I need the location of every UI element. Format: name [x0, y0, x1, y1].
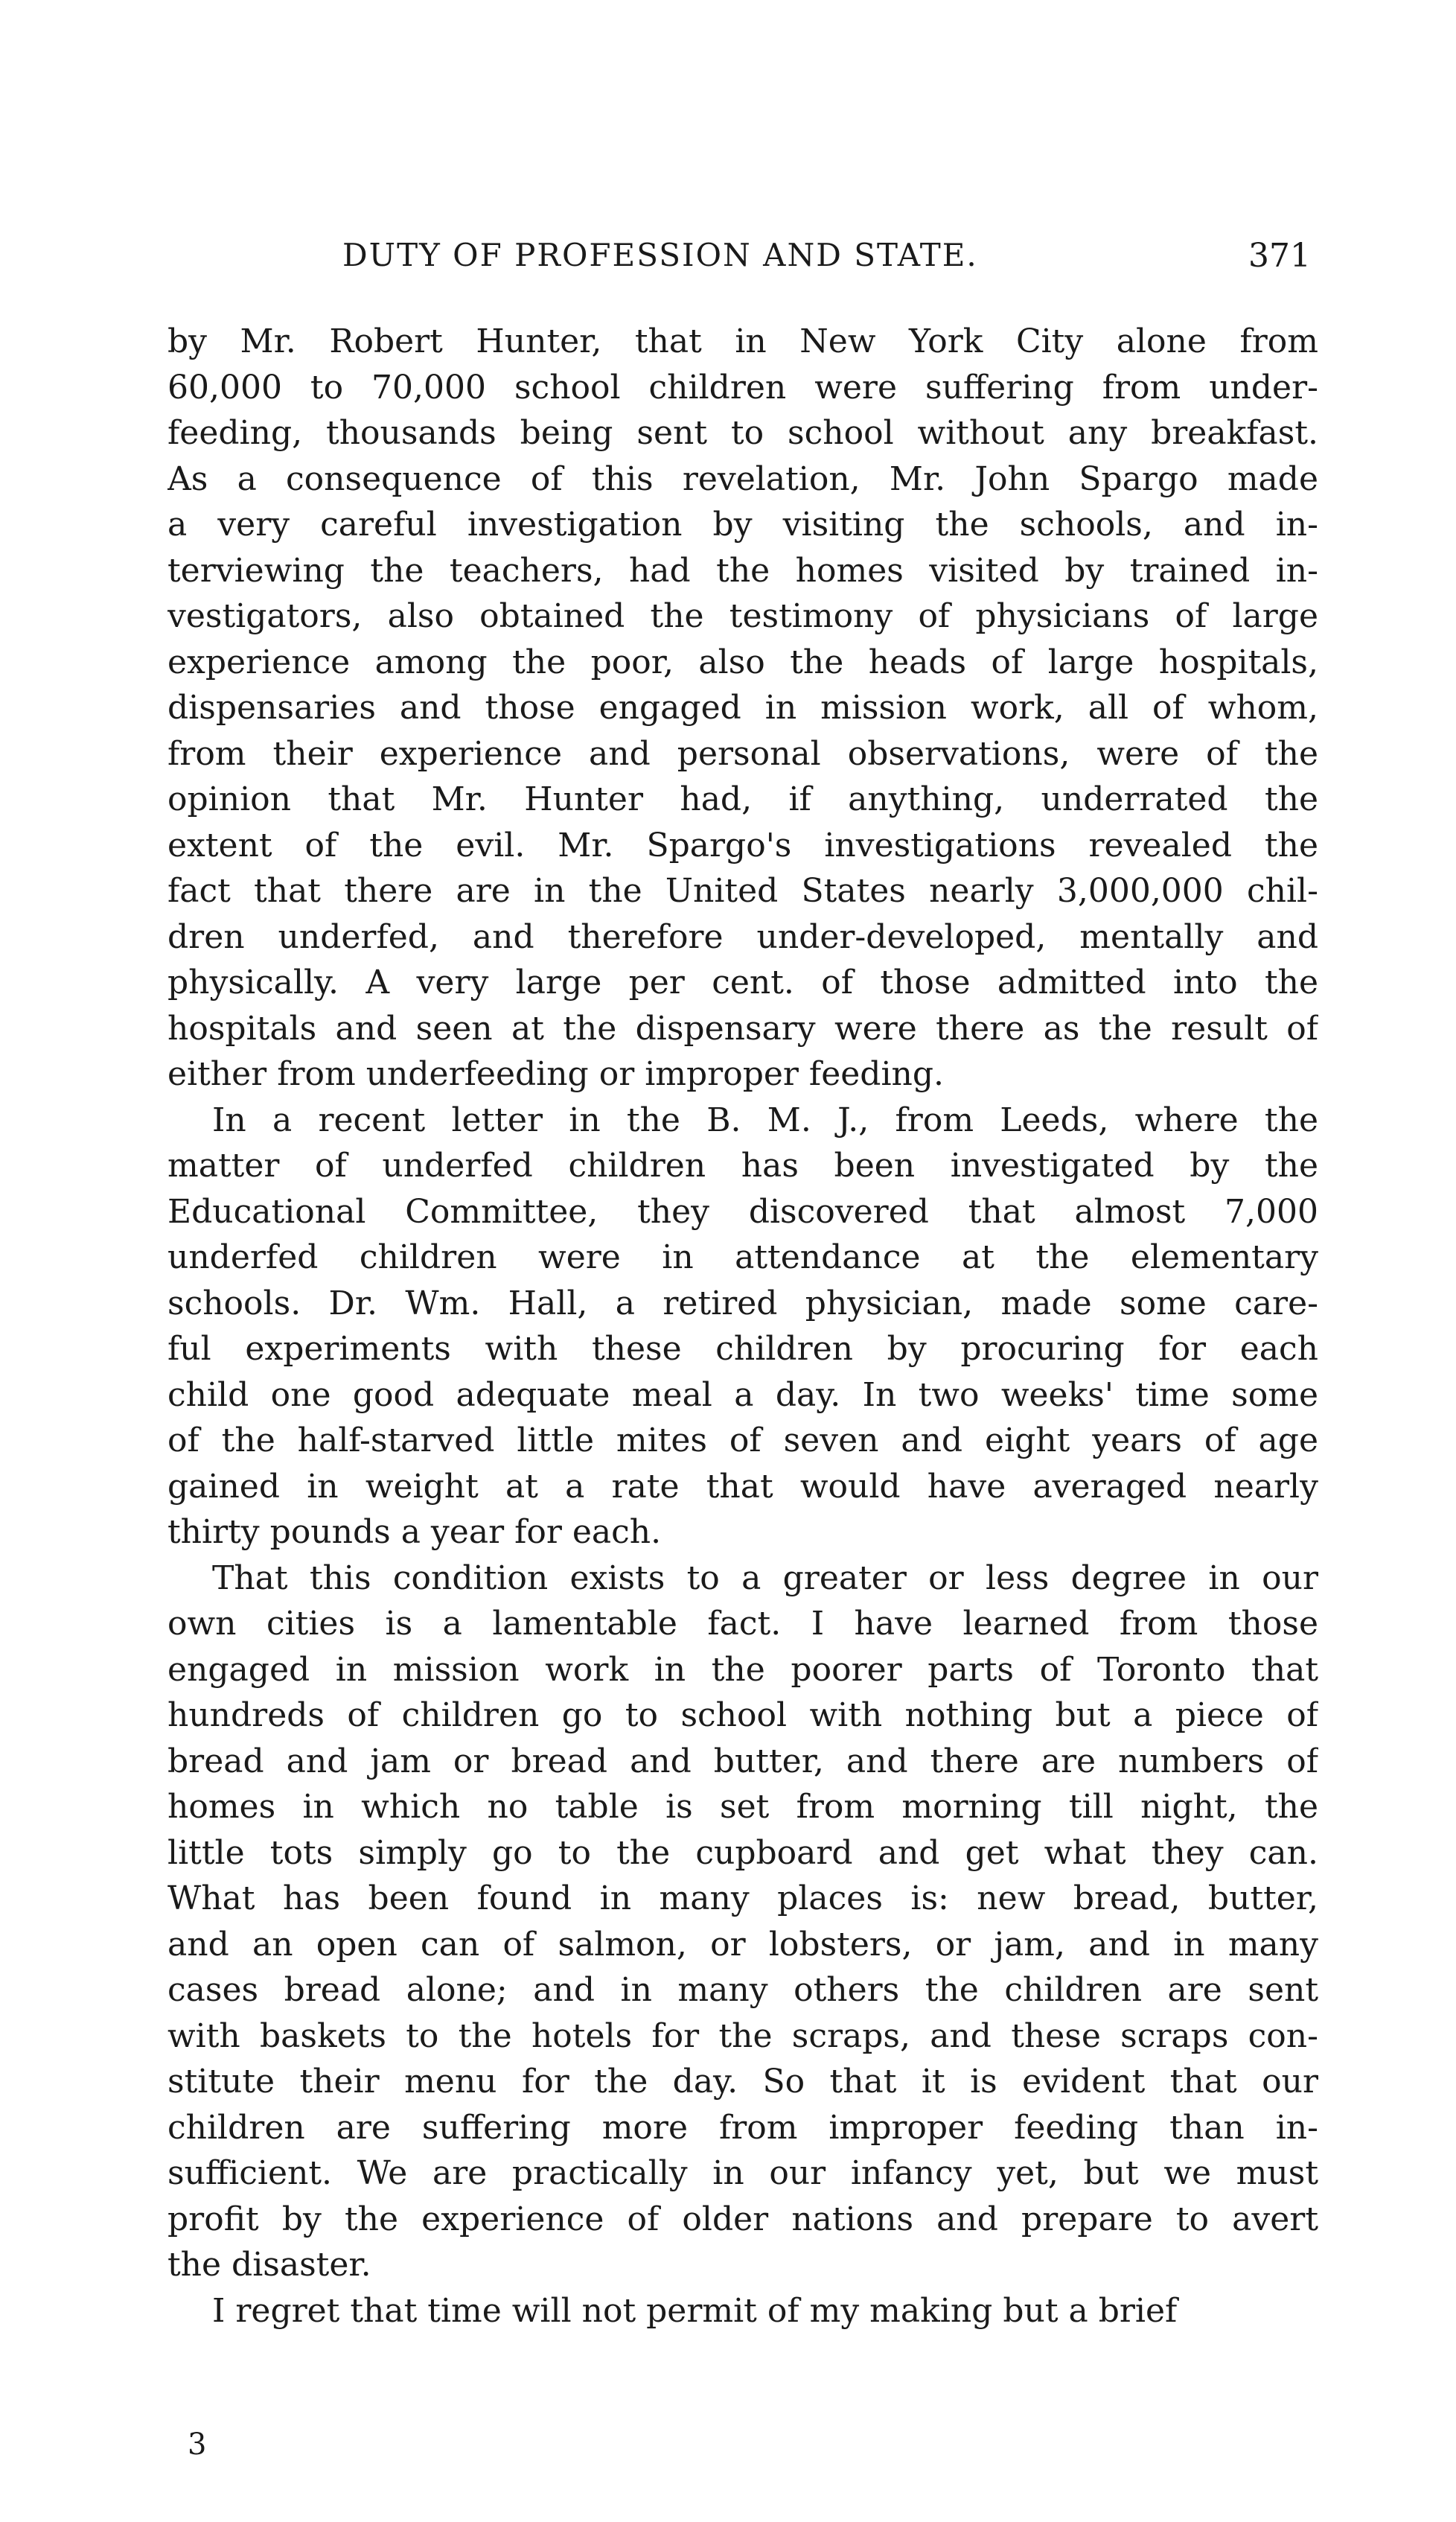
text-line: Educational Committee, they discovered that almost 7,000	[167, 1192, 1318, 1231]
text-line: fact that there are in the United States nearly 3,000,000 chil-	[167, 872, 1318, 910]
text-line: That this condition exists to a greater or less degree in our	[212, 1558, 1318, 1597]
signature-mark: 3	[188, 2427, 207, 2462]
text-line: the disaster.	[167, 2246, 371, 2284]
text-line: dren underfed, and therefore under-developed, mentally and	[167, 917, 1318, 956]
text-line: with baskets to the hotels for the scraps, and these scraps con-	[167, 2016, 1318, 2055]
paragraph	[167, 1555, 1318, 2288]
page-number: 371	[1248, 237, 1311, 275]
text-line: underfed children were in attendance at the elementary	[167, 1238, 1318, 1276]
text-line: schools. Dr. Wm. Hall, a retired physician, made some care-	[167, 1284, 1318, 1322]
text-line: What has been found in many places is: new bread, butter,	[167, 1879, 1318, 1917]
text-line: children are suffering more from improper feeding than in-	[167, 2108, 1318, 2147]
text-line: gained in weight at a rate that would have averaged nearly	[167, 1467, 1318, 1506]
text-line: homes in which no table is set from morning till night, the	[167, 1788, 1318, 1826]
text-line: 60,000 to 70,000 school children were suffering from under-	[167, 368, 1318, 407]
text-line: hospitals and seen at the dispensary were there as the result of	[167, 1009, 1318, 1048]
paragraph	[167, 2288, 1318, 2334]
text-line: from their experience and personal observations, were of the	[167, 734, 1318, 773]
text-line: opinion that Mr. Hunter had, if anything, underrated the	[167, 780, 1318, 818]
page-header	[342, 237, 1311, 281]
text-line: In a recent letter in the B. M. J., from Leeds, where the	[212, 1101, 1318, 1139]
text-line: little tots simply go to the cupboard and get what they can.	[167, 1833, 1318, 1872]
text-line: matter of underfed children has been investigated by the	[167, 1147, 1318, 1185]
text-line: bread and jam or bread and butter, and there are numbers of	[167, 1742, 1318, 1780]
text-line: engaged in mission work in the poorer parts of Toronto that	[167, 1650, 1318, 1689]
text-line: As a consequence of this revelation, Mr. John Spargo made	[167, 459, 1318, 498]
text-line: thirty pounds a year for each.	[167, 1513, 662, 1551]
text-line: ful experiments with these children by procuring for each	[167, 1330, 1318, 1368]
text-line: stitute their menu for the day. So that it is evident that our	[167, 2063, 1318, 2101]
paragraph	[167, 1098, 1318, 1555]
text-line: physically. A very large per cent. of those admitted into the	[167, 964, 1318, 1002]
text-line: and an open can of salmon, or lobsters, or jam, and in many	[167, 1925, 1318, 1964]
text-line: a very careful investigation by visiting the schools, and in-	[167, 506, 1318, 544]
text-line: hundreds of children go to school with nothing but a piece of	[167, 1696, 1318, 1734]
text-line: either from underfeeding or improper feeding.	[167, 1055, 945, 1093]
text-line: feeding, thousands being sent to school without any breakfast.	[167, 414, 1318, 452]
text-line: terviewing the teachers, had the homes visited by trained in-	[167, 551, 1318, 590]
paragraph	[167, 319, 1318, 1098]
text-line: own cities is a lamentable fact. I have learned from those	[167, 1605, 1318, 1643]
text-line: child one good adequate meal a day. In two weeks' time some	[167, 1375, 1318, 1414]
text-line: experience among the poor, also the heads of large hospitals,	[167, 643, 1318, 681]
running-head: DUTY OF PROFESSION AND STATE.	[342, 237, 978, 273]
text-line: of the half-starved little mites of seven and eight years of age	[167, 1421, 1318, 1459]
text-line: sufficient. We are practically in our infancy yet, but we must	[167, 2154, 1318, 2192]
text-line: by Mr. Robert Hunter, that in New York City alone from	[167, 322, 1318, 360]
text-line: profit by the experience of older nations and prepare to avert	[167, 2200, 1318, 2238]
text-line: I regret that time will not permit of my making but a brief	[212, 2291, 1178, 2330]
text-line: cases bread alone; and in many others the children are sent	[167, 1971, 1318, 2009]
text-line: extent of the evil. Mr. Spargo's investigations revealed the	[167, 826, 1318, 864]
text-line: vestigators, also obtained the testimony of physicians of large	[167, 597, 1318, 635]
body-text	[167, 319, 1318, 2334]
text-line: dispensaries and those engaged in mission work, all of whom,	[167, 689, 1318, 727]
